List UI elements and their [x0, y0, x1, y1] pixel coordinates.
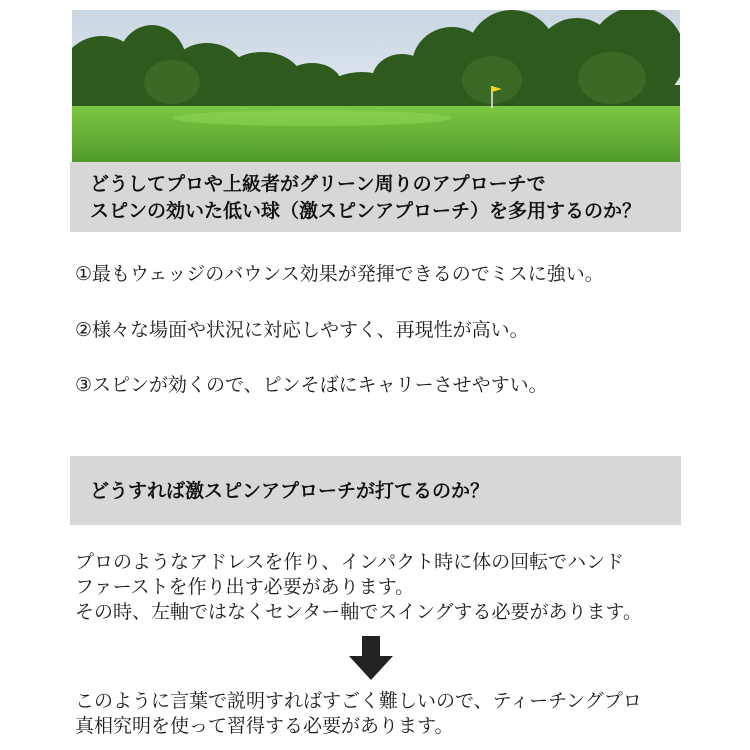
section1-heading [70, 162, 681, 232]
section2-body-line1: プロのようなアドレスを作り、インパクト時に体の回転でハンド [75, 551, 625, 573]
section2-body [75, 550, 642, 625]
section2-body-line3: その時、左軸ではなくセンター軸でスイングする必要があります。 [75, 601, 642, 623]
section2-body-line2: ファーストを作り出す必要があります。 [75, 576, 415, 598]
section2-heading [70, 456, 681, 525]
point-1: ①最もウェッジのバウンス効果が発揮できるのでミスに強い。 [75, 263, 604, 285]
section1-heading-line2: スピンの効いた低い球（激スピンアプローチ）を多用するのか？ [90, 200, 642, 222]
conclusion [75, 689, 642, 739]
point-2: ②様々な場面や状況に対応しやすく、再現性が高い。 [75, 319, 529, 341]
down-arrow-icon [349, 636, 393, 680]
section2-heading-text: どうすれば激スピンアプローチが打てるのか？ [90, 480, 490, 502]
point-3: ③スピンが効くので、ピンそばにキャリーさせやすい。 [75, 374, 548, 396]
conclusion-line1: このように言葉で説明すればすごく難しいので、ティーチングプロ [75, 690, 642, 712]
section1-heading-line1: どうしてプロや上級者がグリーン周りのアプローチで [90, 173, 546, 195]
conclusion-line2: 真相究明を使って習得する必要があります。 [75, 715, 454, 737]
golf-course-photo [72, 10, 680, 162]
